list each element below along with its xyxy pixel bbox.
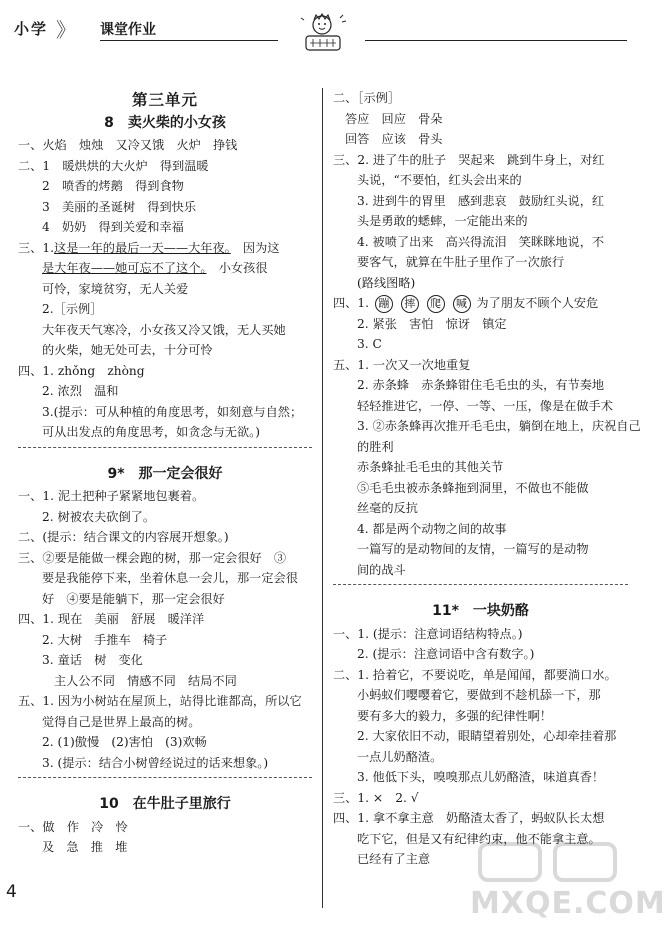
- answer-line: 轻轻推进它，一停、一等、一压，像是在做手术: [357, 398, 613, 413]
- answer-line: 2. 大树 手推车 椅子: [42, 632, 168, 647]
- unit-title: 第三单元: [131, 91, 198, 109]
- answer-line: 3. 童话 树 变化: [42, 653, 143, 667]
- answer-line: 及 急 推 堆: [42, 840, 128, 854]
- answer-line: 丝毫的反抗: [357, 501, 418, 515]
- answer-text: 为了朋友不顾个人安危: [476, 296, 599, 310]
- section-separator: [333, 584, 628, 585]
- answer-line: 3. 他低下头，嗅嗅那点儿奶酪渣，味道真香！: [357, 770, 605, 784]
- watermark: [460, 840, 666, 926]
- answer-line: 的胜利: [357, 439, 394, 454]
- answer-line: 吃下它，但是又有纪律约束，他不能拿主意。: [357, 831, 601, 846]
- answer-line: 可怜，家境贫穷，无人关爱: [42, 281, 189, 296]
- answer-line: 4. 都是两个动物之间的故事: [357, 521, 507, 536]
- answer-line: 2. (1)傲慢 (2)害怕 (3)欢畅: [42, 735, 207, 749]
- answer-line: 的火柴，她无处可去，十分可怜: [42, 343, 213, 357]
- header-rule-right: [365, 40, 627, 41]
- answer-line: 3 美丽的圣诞树 得到快乐: [42, 199, 197, 214]
- answer-line: 二、［示例］: [333, 91, 401, 105]
- circled-char: 蹦: [375, 295, 393, 313]
- left-column: [18, 88, 312, 858]
- circled-char: 爬: [427, 295, 445, 313]
- answer-line: 要是我能停下来，坐着休息一会儿，那一定会很: [42, 571, 298, 585]
- answer-line: 一、做 作 冷 怜: [18, 819, 128, 834]
- answer-line: 觉得自己是世界上最高的树。: [42, 714, 201, 729]
- answer-line: 要客气，就算在牛肚子里作了一次旅行: [357, 255, 565, 269]
- answer-line: 四、1. 拿不拿主意 奶酪渣太香了，蚂蚁队长太想: [333, 811, 605, 825]
- answer-line: 大年夜天气寒冷，小女孩又冷又饿，无人买她: [42, 322, 286, 337]
- answer-line: 三、1. × 2. √: [333, 790, 419, 805]
- answer-line: 3. 进到牛的胃里 感到悲哀 鼓励红头说，红: [357, 193, 605, 208]
- answer-line: 四、1. 现在 美丽 舒展 暖洋洋: [18, 612, 205, 626]
- answer-line: 2. 赤条蜂 赤条蜂钳住毛毛虫的头，有节奏地: [357, 378, 605, 392]
- answer-line: 五、1. 一次又一次地重复: [333, 357, 471, 372]
- answer-line: 头说，“不要怕，红头会出来的: [357, 173, 522, 187]
- lesson-8-title: 8 卖火柴的小女孩: [104, 114, 226, 131]
- header-rule-left: [100, 40, 278, 41]
- answer-line: 头是勇敢的蟋蟀，一定能出来的: [357, 214, 528, 228]
- answer-line: 2. 大家依旧不动，眼睛望着别处，心却牵挂着那: [357, 729, 617, 743]
- answer-line: 小蚂蚁们嘤嘤着它，要做到不趁机舔一下，那: [357, 688, 601, 702]
- answer-line: 赤条蜂扯毛毛虫的其他关节: [357, 460, 504, 474]
- answer-text: 小女孩很: [206, 261, 268, 275]
- answer-line: 二、(提示：结合课文的内容展开想象。): [18, 530, 229, 544]
- answer-line: 二、1 暖烘烘的大火炉 得到温暖: [18, 158, 209, 173]
- answer-line: 四、1. zhǒng zhòng: [18, 363, 145, 378]
- answer-line: 2. 树被农夫砍倒了。: [42, 509, 156, 524]
- section-separator: [18, 777, 312, 778]
- answer-line: 3. (提示：结合小树曾经说过的话来想象。): [42, 755, 269, 770]
- answer-line: 2. 紧张 害怕 惊讶 镇定: [357, 316, 507, 331]
- q-number: 三、1.: [18, 240, 55, 255]
- lesson-9-title: 9* 那一定会很好: [107, 465, 223, 482]
- answer-line: 可从出发点的角度思考，如贪念与无欲。): [42, 425, 261, 439]
- answer-line: 2. 浓烈 温和: [42, 384, 119, 398]
- answer-text: 因为这: [230, 240, 280, 255]
- answer-line: 4. 被喷了出来 高兴得流泪 笑眯眯地说，不: [357, 234, 605, 249]
- section-separator: [18, 447, 312, 448]
- answer-line: 三、②要是能做一棵会跑的树，那一定会很好 ③: [18, 550, 287, 565]
- lesson-10-title: 10 在牛肚子里旅行: [99, 796, 231, 812]
- answer-line: 2 喷香的烤鹅 得到食物: [42, 179, 184, 193]
- answer-line: 好 ④要是能躺下，那一定会很好: [42, 591, 225, 606]
- header-title: 课堂作业: [100, 22, 156, 38]
- circled-char: 摔: [401, 295, 419, 313]
- column-divider: [322, 88, 323, 908]
- mascot-icon: [300, 12, 352, 54]
- answer-line: 一、1. (提示：注意词语结构特点。): [333, 626, 523, 641]
- answer-line: 主人公不同 情感不同 结局不同: [54, 673, 237, 688]
- underlined-sentence: 这是一年的最后一天——大年夜。: [54, 240, 231, 255]
- answer-line: 2.［示例］: [42, 302, 103, 316]
- answer-line: [18, 258, 312, 279]
- answer-line: 3.(提示：可从种植的角度思考，如刻意与自然；: [42, 404, 303, 419]
- answer-line: 二、1. 拾着它，不要说吃，单是闻闻，都要淌口水。: [333, 667, 617, 682]
- answer-line: ⑤毛毛虫被赤条蜂拖到洞里，不做也不能做: [357, 480, 589, 495]
- answer-line: [333, 293, 628, 314]
- answer-line: 要有多大的毅力，多强的纪律性啊！: [357, 708, 552, 723]
- answer-line: 一点儿奶酪渣。: [357, 749, 443, 764]
- page-number: 4: [6, 882, 17, 902]
- circled-char: 喊: [453, 295, 471, 313]
- answer-line: 4 奶奶 得到关爱和幸福: [42, 220, 184, 234]
- right-column: [333, 88, 641, 870]
- answer-line: 三、2. 进了牛的肚子 哭起来 跳到牛身上，对红: [333, 152, 605, 167]
- answer-line: 答应 回应 骨朵: [345, 111, 443, 126]
- underlined-sentence: 是大年夜——她可忘不了这个。: [42, 261, 207, 275]
- header-label: 小学: [14, 20, 49, 38]
- answer-line: [18, 238, 312, 259]
- answer-line: (路线图略): [357, 275, 416, 290]
- answer-line: 一、1. 泥土把种子紧紧地包裹着。: [18, 489, 205, 503]
- watermark-logo-icon: [460, 840, 640, 890]
- answer-line: 3. C: [357, 337, 382, 351]
- q-number: 四、1.: [333, 296, 370, 310]
- answer-line: 五、1. 因为小树站在屋顶上，站得比谁都高，所以它: [18, 694, 302, 708]
- answer-line: 一、火焰 烛烛 又冷又饿 火炉 挣钱: [18, 138, 238, 152]
- lesson-11-title: 11* 一块奶酪: [432, 603, 529, 619]
- answer-line: 间的战斗: [357, 562, 406, 577]
- header-arrow-icon: 》: [56, 18, 76, 42]
- answer-line: 2. (提示：注意词语中含有数字。): [357, 647, 535, 661]
- watermark-text: MXQE.COM: [470, 886, 666, 921]
- answer-line: 一篇写的是动物间的友情，一篇写的是动物: [357, 542, 589, 556]
- answer-line: 已经有了主意: [357, 852, 431, 866]
- answer-line: 回答 应该 骨头: [345, 132, 443, 146]
- answer-line: 3. ②赤条蜂再次推开毛毛虫，躺倒在地上，庆祝自己: [357, 419, 641, 433]
